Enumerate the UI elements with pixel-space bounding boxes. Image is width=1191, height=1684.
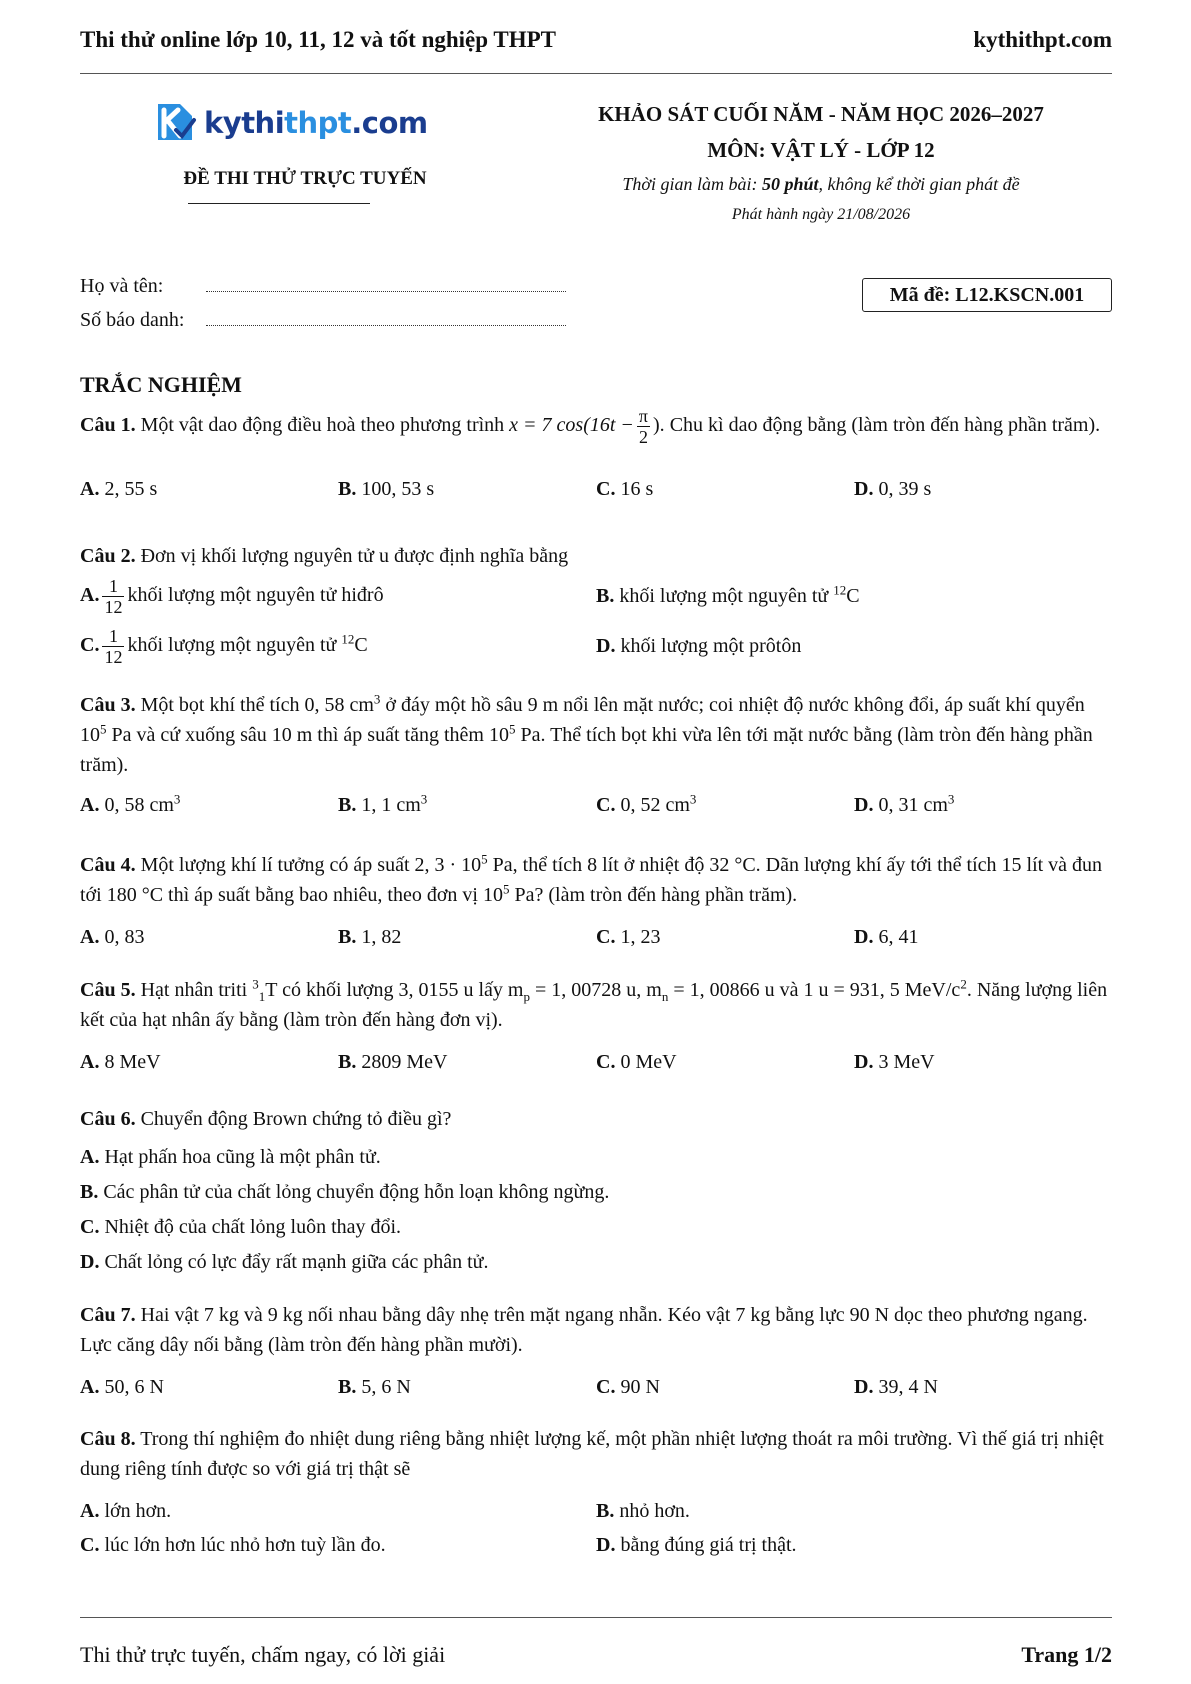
exam-subject: MÔN: VẬT LÝ - LỚP 12 (707, 138, 935, 162)
option-d[interactable]: D. 0, 39 s (854, 478, 932, 500)
page-number: Trang 1/2 (1021, 1642, 1112, 1667)
option-a[interactable]: A. 50, 6 N (80, 1376, 164, 1398)
footer-left: Thi thử trực tuyến, chấm ngay, có lời giải (80, 1642, 446, 1667)
option-d[interactable]: D. 6, 41 (854, 926, 919, 948)
option-b[interactable]: B. 5, 6 N (338, 1376, 411, 1398)
candidate-info (80, 264, 566, 332)
exam-heading (530, 96, 1112, 230)
option-d[interactable]: D. Chất lỏng có lực đẩy rất mạnh giữa các phân tử. (80, 1251, 489, 1273)
question-7: Câu 7. Hai vật 7 kg và 9 kg nối nhau bằng dây nhẹ trên mặt ngang nhẵn. Kéo vật 7 kg bằng lực 90 N dọc theo phương ngang. Lực căng dây nối bằng (làm tròn đến hàng phần mười). A. 50, 6 N B. 5, 6 N C. 90 N D. 39, 4 N (80, 1300, 1112, 1404)
option-c[interactable]: C. 0 MeV (596, 1051, 677, 1073)
option-b[interactable]: B. 1, 82 (338, 926, 402, 948)
question-1: Câu 1. Một vật dao động điều hoà theo phương trình x = 7 cos(16t − $\frac{\pi}{2}$ ). Chu kì dao động bằng (làm tròn đến hàng phần trăm). A. 2, 55 s B. 100, 53 s C. 16 s D. 0, 39 s (80, 406, 1112, 506)
name-label: Họ và tên: (80, 275, 164, 297)
option-a[interactable]: A. 0, 58 $cm^3$ (80, 791, 181, 816)
option-c[interactable]: C. 1, 23 (596, 926, 661, 948)
option-d[interactable]: D. 0, 31 $cm^3$ (854, 791, 955, 816)
option-b[interactable]: B. khối lượng một nguyên tử $^{12}$C (596, 582, 860, 607)
exam-time: Thời gian làm bài: 50 phút, không kể thời gian phát đề (622, 174, 1020, 194)
header-left: Thi thử online lớp 10, 11, 12 và tốt nghiệp THPT (80, 27, 556, 52)
option-a[interactable]: A. 2, 55 s (80, 478, 158, 500)
section-title: TRẮC NGHIỆM (80, 372, 242, 397)
question-3: Câu 3. Một bọt khí thể tích 0, 58 $cm^3$ ở đáy một hồ sâu 9 m nổi lên mặt nước; coi nhiệt độ nước không đổi, áp suất khí quyển $10^5$ Pa và cứ xuống sâu 10 m thì áp suất tăng thêm $10^5$ Pa. Thể tích bọt khi vừa lên tới mặt nước bằng (làm tròn đến hàng phần trăm). A. 0, 58 $cm^3$ B. 1, 1 $cm^3$ C. 0, 52 $cm^3$ D. 0, 31 $cm^3$ (80, 690, 1112, 822)
brand-wordmark: kythithpt.com (204, 106, 428, 140)
option-a[interactable]: A. 8 MeV (80, 1051, 161, 1073)
option-a[interactable]: A. $\frac{1}{12}$ khối lượng một nguyên tử hiđrô (80, 575, 384, 617)
header-rule (80, 73, 1112, 74)
option-c[interactable]: C. 90 N (596, 1376, 660, 1398)
option-a[interactable]: A. 0, 83 (80, 926, 145, 948)
question-6: Câu 6. Chuyển động Brown chứng tỏ điều gì? A. Hạt phấn hoa cũng là một phân tử. B. Các phân tử của chất lỏng chuyển động hỗn loạn không ngừng. C. Nhiệt độ của chất lỏng luôn thay đổi. D. Chất lỏng có lực đẩy rất mạnh giữa các phân tử. (80, 1104, 1112, 1282)
option-d[interactable]: D. bằng đúng giá trị thật. (596, 1534, 797, 1556)
option-d[interactable]: D. khối lượng một prôtôn (596, 635, 802, 657)
logo-icon (152, 100, 198, 146)
option-a[interactable]: A. Hạt phấn hoa cũng là một phân tử. (80, 1146, 381, 1168)
option-b[interactable]: B. Các phân tử của chất lỏng chuyển động hỗn loạn không ngừng. (80, 1181, 610, 1203)
question-2: Câu 2. Đơn vị khối lượng nguyên tử u được định nghĩa bằng A. $\frac{1}{12}$ khối lượng một nguyên tử hiđrô B. khối lượng một nguyên tử $^{12}$C C. $\frac{1}{12}$ khối lượng một nguyên tử $^{12}$C D. khối lượng một prôtôn (80, 541, 1112, 671)
question-8: Câu 8. Trong thí nghiệm đo nhiệt dung riêng bằng nhiệt lượng kế, một phần nhiệt lượng thoát ra môi trường. Vì thế giá trị nhiệt dung riêng tính được so với giá trị thật sẽ A. lớn hơn. B. nhỏ hơn. C. lúc lớn hơn lúc nhỏ hơn tuỳ lần đo. D. bằng đúng giá trị thật. (80, 1424, 1112, 1562)
option-c[interactable]: C. 0, 52 $cm^3$ (596, 791, 697, 816)
option-d[interactable]: D. 3 MeV (854, 1051, 935, 1073)
online-exam-label: ĐỀ THI THỬ TRỰC TUYẾN (183, 168, 427, 189)
option-d[interactable]: D. 39, 4 N (854, 1376, 938, 1398)
running-footer (80, 1638, 1112, 1672)
header-right: kythithpt.com (973, 27, 1112, 52)
option-c[interactable]: C. Nhiệt độ của chất lỏng luôn thay đổi. (80, 1216, 402, 1238)
option-a[interactable]: A. lớn hơn. (80, 1500, 172, 1522)
running-header (80, 20, 1112, 60)
id-field[interactable] (206, 325, 566, 326)
exam-code-box: Mã đề: L12.KSCN.001 (862, 278, 1112, 312)
footer-rule (80, 1617, 1112, 1618)
id-label: Số báo danh: (80, 309, 185, 331)
option-c[interactable]: C. lúc lớn hơn lúc nhỏ hơn tuỳ lần đo. (80, 1534, 386, 1556)
option-c[interactable]: C. 16 s (596, 478, 654, 500)
option-b[interactable]: B. nhỏ hơn. (596, 1500, 690, 1522)
option-b[interactable]: B. 100, 53 s (338, 478, 435, 500)
option-b[interactable]: B. 1, 1 $cm^3$ (338, 791, 428, 816)
question-4: Câu 4. Một lượng khí lí tưởng có áp suất 2, $3 \cdot 10^5$ Pa, thể tích 8 lít ở nhiệt độ 32 °C. Dãn lượng khí ấy tới thể tích 15 lít và đun tới 180 °C thì áp suất bằng bao nhiêu, theo đơn vị $10^5$ Pa? (làm tròn đến hàng phần trăm). A. 0, 83 B. 1, 82 C. 1, 23 D. 6, 41 (80, 850, 1112, 954)
name-field[interactable] (206, 291, 566, 292)
question-5: Câu 5. Hạt nhân triti $^3_1$T có khối lượng 3, 0155 u lấy $m_p = 1$, 00728 u, $m_n = 1$, 00866 u và 1 u = 931, 5 MeV/$c^2$. Năng lượng liên kết của hạt nhân ấy bằng (làm tròn đến hàng đơn vị). A. 8 MeV B. 2809 MeV C. 0 MeV D. 3 MeV (80, 975, 1112, 1079)
online-label-underline (188, 203, 370, 204)
exam-title: KHẢO SÁT CUỐI NĂM - NĂM HỌC 2026–2027 (598, 102, 1044, 126)
brand-logo (152, 100, 428, 146)
option-b[interactable]: B. 2809 MeV (338, 1051, 448, 1073)
option-c[interactable]: C. $\frac{1}{12}$ khối lượng một nguyên tử $^{12}$C (80, 625, 368, 667)
exam-release-date: Phát hành ngày 21/08/2026 (731, 206, 911, 223)
